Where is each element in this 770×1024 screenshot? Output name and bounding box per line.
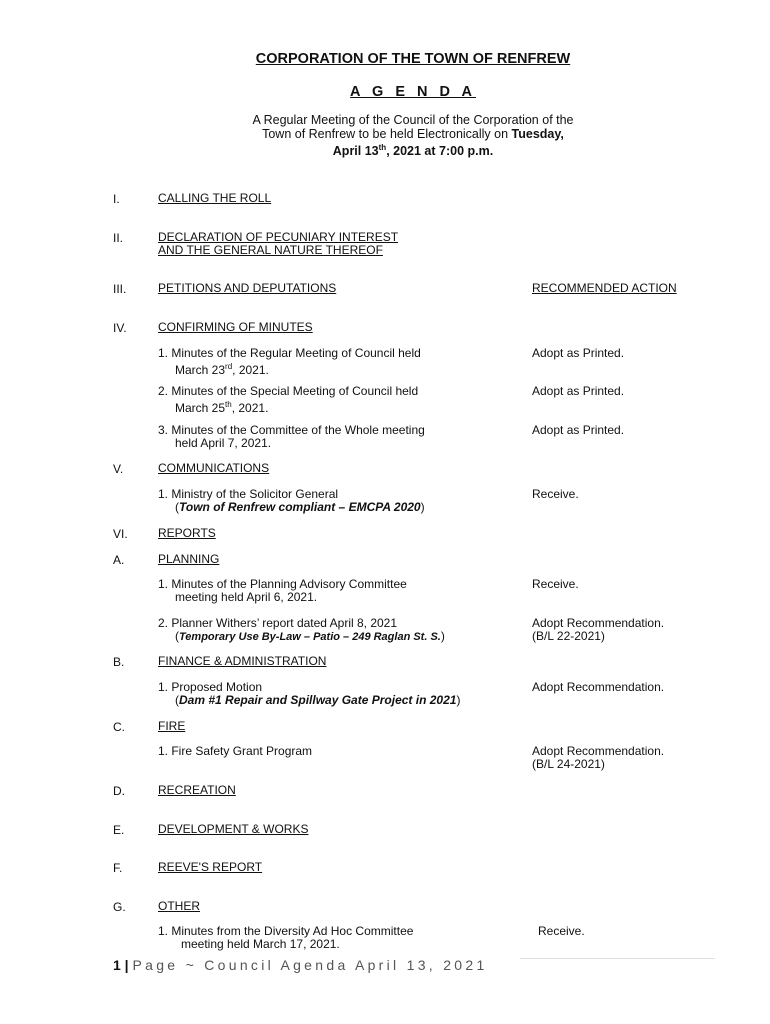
item-action: Receive.: [532, 487, 579, 501]
subsection-development: DEVELOPMENT & WORKS: [158, 822, 309, 836]
action-text: Adopt Recommendation.: [532, 744, 665, 758]
item-action: Adopt Recommendation.: [532, 680, 665, 694]
subsection-planning: PLANNING: [158, 552, 220, 566]
agenda-item: [158, 681, 460, 707]
meeting-intro: [0, 113, 770, 158]
item-year: , 2021.: [231, 401, 269, 415]
footer-rule: [520, 958, 715, 959]
subsection-recreation: RECREATION: [158, 783, 236, 797]
action-text: Adopt Recommendation.: [532, 616, 665, 630]
subsection-letter: E.: [113, 823, 125, 837]
section-reports: REPORTS: [158, 526, 216, 540]
item-action: Adopt as Printed.: [532, 423, 625, 437]
item-text: 2. Planner Withers’ report dated April 8, 2021: [158, 616, 398, 630]
item-date: March 25: [175, 401, 226, 415]
paren: (: [175, 500, 179, 514]
footer-separator: |: [120, 957, 133, 973]
intro-date-suffix: th: [378, 143, 387, 152]
item-action: Receive.: [538, 924, 585, 938]
subsection-letter: G.: [113, 900, 126, 914]
item-text: 1. Ministry of the Solicitor General: [158, 487, 339, 501]
section-title-line: AND THE GENERAL NATURE THEREOF: [158, 243, 383, 257]
document-title: CORPORATION OF THE TOWN OF RENFREW: [255, 51, 571, 67]
section-confirming-minutes: CONFIRMING OF MINUTES: [158, 320, 313, 334]
subsection-letter: B.: [113, 655, 125, 669]
item-text: 3. Minutes of the Committee of the Whole meeting: [158, 423, 425, 437]
agenda-item: [158, 488, 425, 514]
agenda-item: [158, 424, 425, 450]
paren: ): [420, 500, 425, 514]
subsection-letter: A.: [113, 553, 125, 567]
item-subject: Dam #1 Repair and Spillway Gate Project in 2021: [179, 693, 457, 707]
item-year: , 2021.: [232, 363, 269, 377]
item-text: 1. Fire Safety Grant Program: [158, 744, 313, 758]
agenda-item: [158, 385, 418, 415]
bylaw-number: (B/L 24-2021): [532, 757, 605, 771]
section-number: II.: [113, 231, 124, 245]
agenda-item: [158, 578, 407, 604]
paren: (: [175, 629, 179, 643]
intro-day: Tuesday,: [511, 127, 564, 141]
subsection-letter: C.: [113, 720, 125, 734]
paren: (: [175, 693, 179, 707]
paren: ): [440, 629, 445, 643]
subsection-fire: FIRE: [158, 719, 186, 733]
intro-date: April 13: [332, 144, 379, 159]
subsection-other: OTHER: [158, 899, 200, 913]
section-petitions: PETITIONS AND DEPUTATIONS: [158, 281, 337, 295]
section-pecuniary-interest: [158, 231, 398, 257]
subsection-finance: FINANCE & ADMINISTRATION: [158, 654, 327, 668]
item-subject: Temporary Use By-Law – Patio – 249 Raglan St. S.: [179, 631, 441, 643]
item-text-line2: held April 7, 2021.: [175, 436, 272, 450]
section-communications: COMMUNICATIONS: [158, 461, 270, 475]
section-number: IV.: [113, 321, 127, 335]
item-date: March 23: [175, 363, 226, 377]
item-text-line2: meeting held April 6, 2021.: [175, 590, 318, 604]
item-date-suffix: th: [225, 400, 232, 409]
item-action: Adopt as Printed.: [532, 384, 625, 398]
subsection-reeve-report: REEVE'S REPORT: [158, 860, 263, 874]
item-text: 2. Minutes of the Special Meeting of Council held: [158, 384, 419, 398]
bylaw-number: (B/L 22-2021): [532, 629, 605, 643]
agenda-heading: A G E N D A: [350, 84, 476, 100]
item-action: [532, 745, 664, 771]
item-subject: Town of Renfrew compliant – EMCPA 2020: [179, 500, 421, 514]
section-number: V.: [113, 462, 124, 476]
agenda-item: [158, 347, 421, 377]
item-date-suffix: rd: [225, 362, 233, 371]
item-text: 1. Minutes of the Planning Advisory Committee: [158, 577, 407, 591]
section-number: I.: [113, 192, 120, 206]
page-footer: [113, 957, 488, 973]
intro-time: , 2021 at 7:00 p.m.: [386, 144, 494, 159]
item-action: Adopt as Printed.: [532, 346, 625, 360]
page-number: 1: [113, 957, 121, 973]
subsection-letter: F.: [113, 861, 123, 875]
paren: ): [456, 693, 461, 707]
section-number: III.: [113, 282, 127, 296]
section-calling-the-roll: CALLING THE ROLL: [158, 191, 272, 205]
agenda-item: [158, 745, 312, 758]
item-text: 1. Minutes of the Regular Meeting of Council held: [158, 346, 421, 360]
recommended-action-header: RECOMMENDED ACTION: [532, 281, 677, 295]
item-text: 1. Minutes from the Diversity Ad Hoc Committee: [158, 924, 414, 938]
subsection-letter: D.: [113, 784, 125, 798]
item-text-line2: meeting held March 17, 2021.: [181, 937, 340, 951]
agenda-item: [158, 925, 413, 951]
agenda-item: [158, 617, 445, 644]
item-action: Receive.: [532, 577, 579, 591]
item-action: [532, 617, 664, 643]
section-title-line: DECLARATION OF PECUNIARY INTEREST: [158, 230, 399, 244]
intro-line-2: Town of Renfrew to be held Electronically on: [262, 127, 512, 141]
section-number: VI.: [113, 527, 128, 541]
item-text: 1. Proposed Motion: [158, 680, 263, 694]
intro-line-1: A Regular Meeting of the Council of the Corporation of the: [252, 113, 574, 127]
footer-text: Page ~ Council Agenda April 13, 2021: [132, 957, 488, 973]
